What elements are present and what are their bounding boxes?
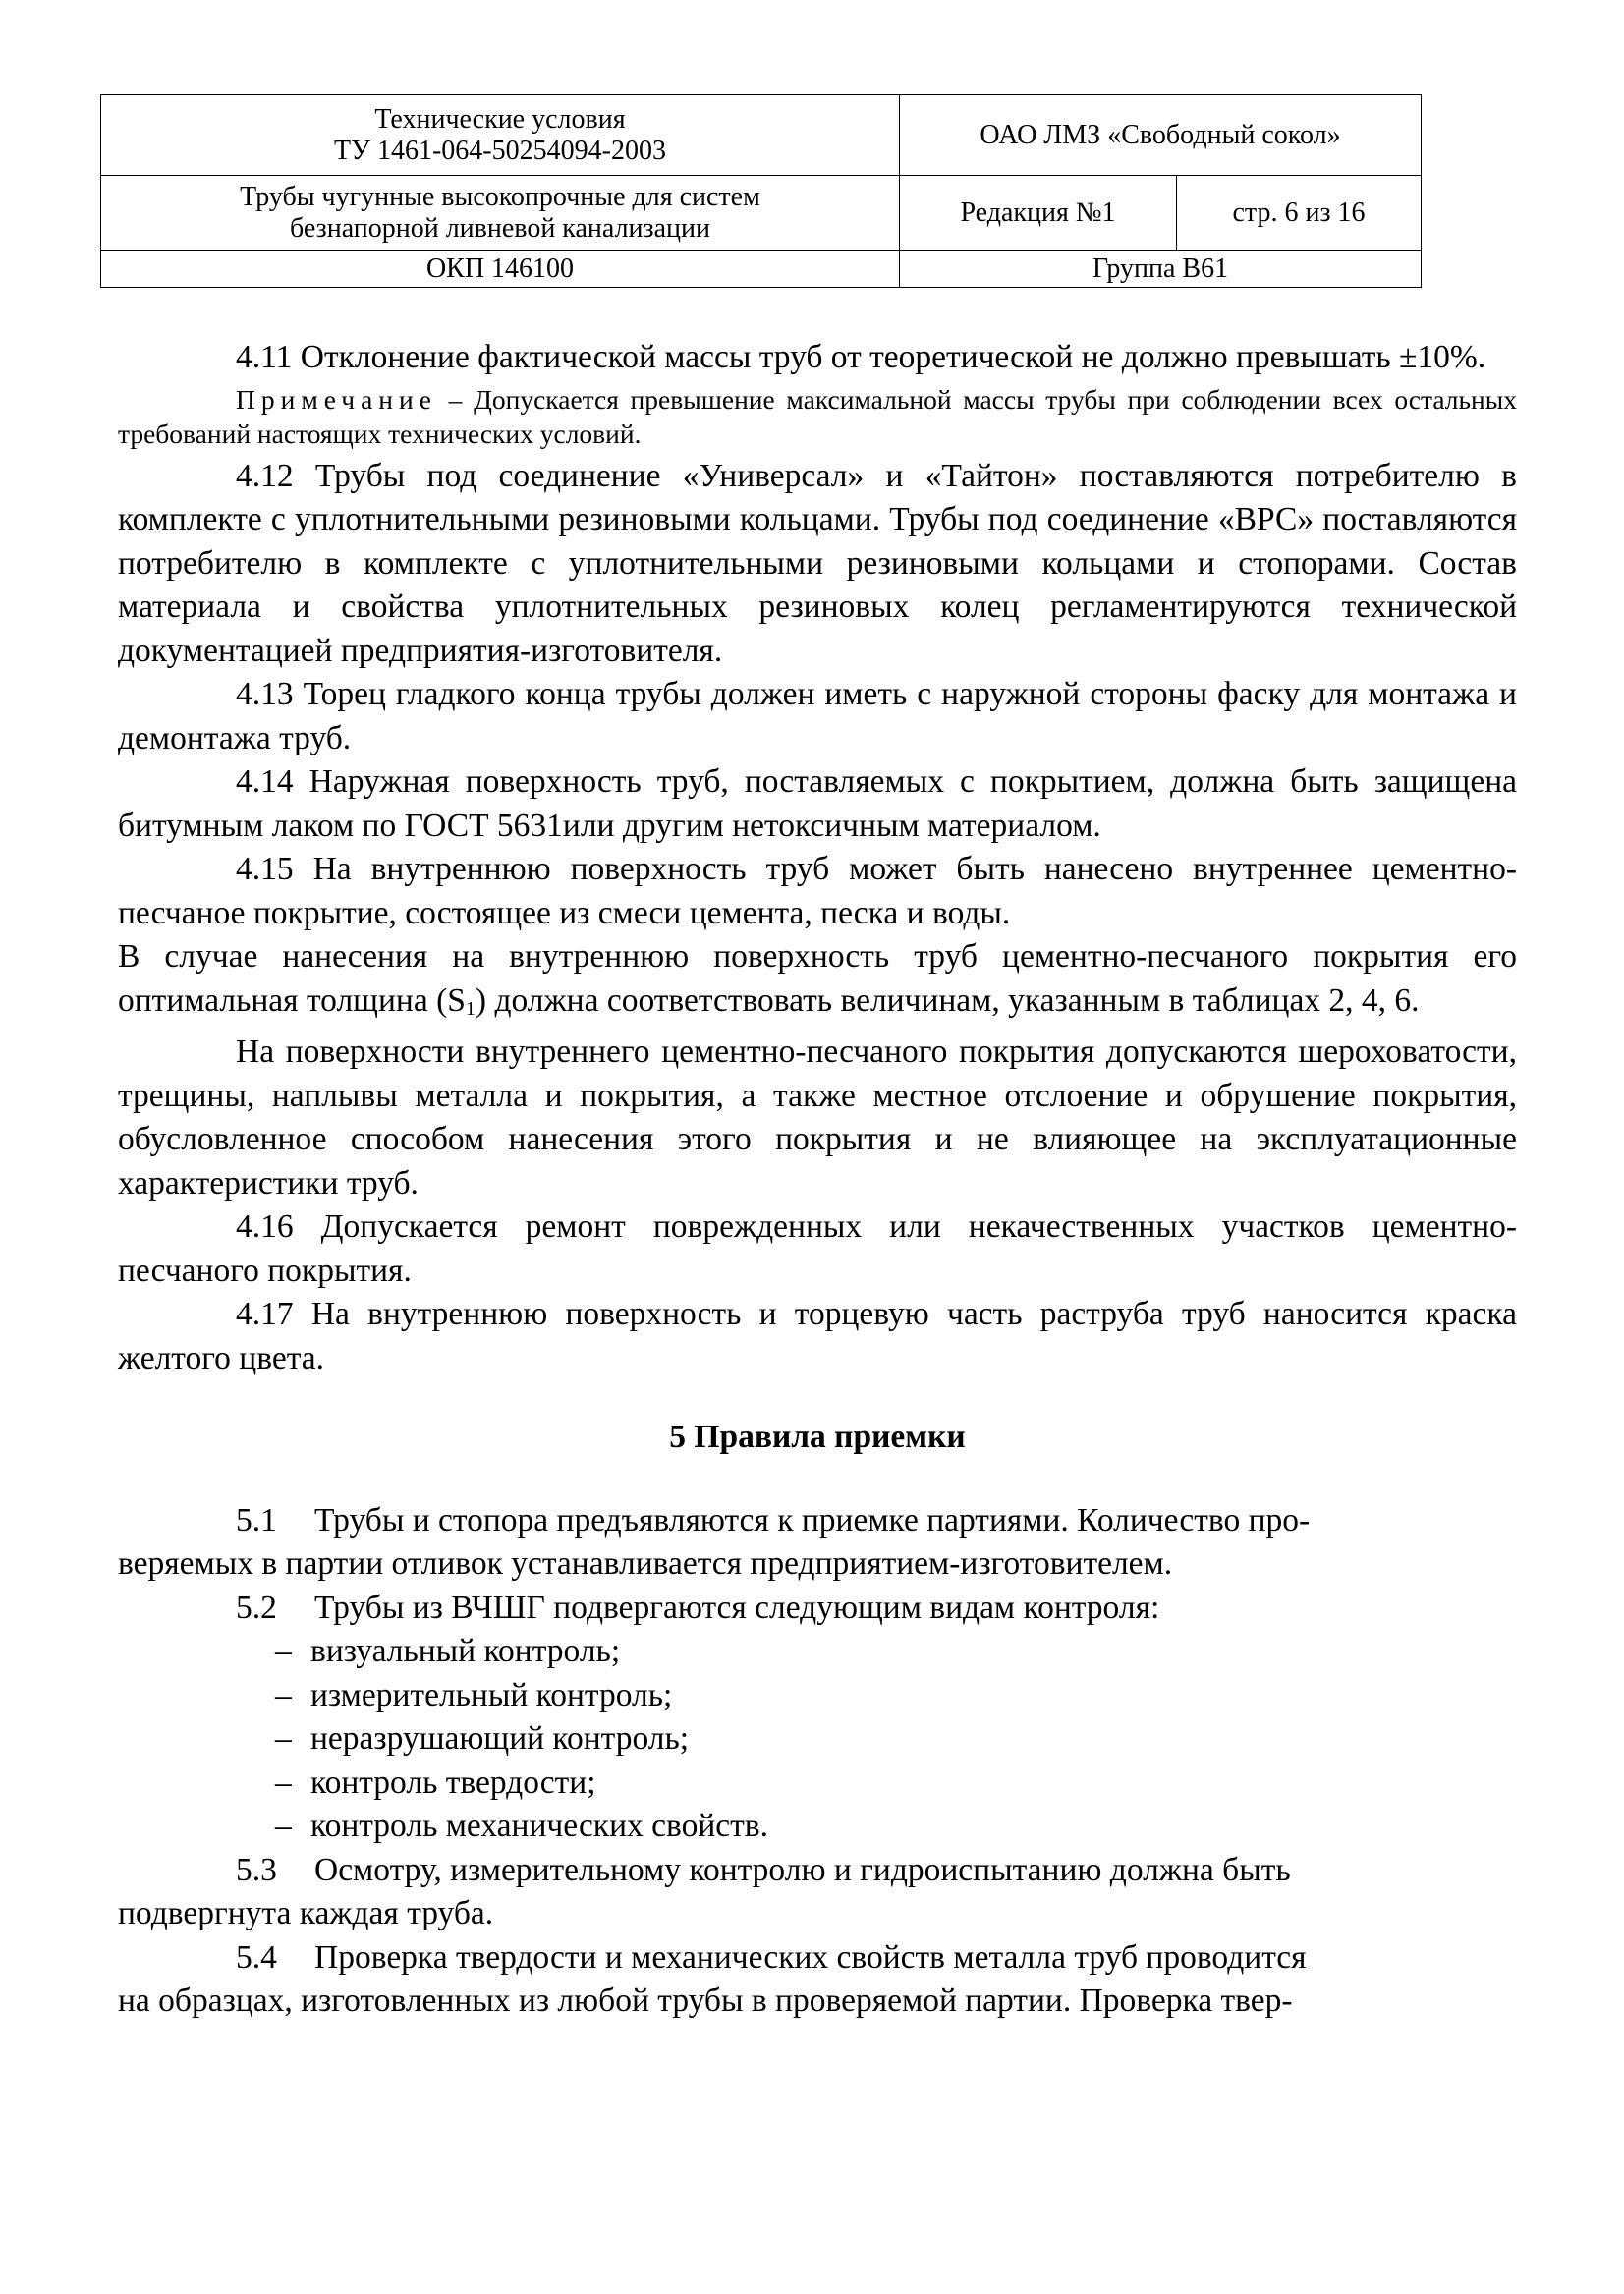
document-header-table (100, 94, 1422, 288)
paragraph-4-15-thickness (118, 935, 1517, 1031)
tu-title: Технические условия (374, 103, 626, 135)
tu-title-cell (101, 95, 900, 176)
item-5-2 (118, 1587, 1517, 1631)
dash-bullet: – (275, 1763, 292, 1801)
item-number: 5.4 (236, 1938, 277, 1976)
paragraph-4-14: 4.14 Наружная поверхность труб, поставляемых с покрытием, должна быть защищена битумным лаком по ГОСТ 5631или другим нетоксичным материалом. (118, 763, 1517, 844)
control-list-item (118, 1717, 1517, 1762)
paragraph-4-13: 4.13 Торец гладкого конца трубы должен иметь с наружной стороны фаску для монтажа и демонтажа труб. (118, 676, 1517, 756)
note-text: – Допускается превышение максимальной массы трубы при соблюдении всех остальных требований настоящих технических условий. (118, 383, 1517, 449)
okp-code: ОКП 146100 (101, 251, 900, 288)
item-5-1 (118, 1499, 1517, 1543)
product-title-line2: безнапорной ливневой канализации (290, 212, 710, 244)
revision-label: Редакция №1 (900, 176, 1177, 251)
control-item-text: контроль твердости; (310, 1763, 596, 1801)
item-5-3 (118, 1849, 1517, 1893)
group-code: Группа В61 (900, 251, 1422, 288)
item-text: Трубы из ВЧШГ подвергаются следующим видам контроля: (314, 1589, 1160, 1626)
item-5-4-continuation: на образцах, изготовленных из любой трубы в проверяемой партии. Проверка твер- (118, 1983, 1293, 2019)
dash-bullet: – (275, 1808, 292, 1844)
paragraph-4-16: 4.16 Допускается ремонт поврежденных или некачественных участков цементно-песчаного покрытия. (118, 1208, 1517, 1289)
product-title-line1: Трубы чугунные высокопрочные для систем (240, 181, 760, 212)
control-item-text: измерительный контроль; (310, 1676, 673, 1713)
dash-bullet: – (275, 1633, 292, 1669)
item-text: Проверка твердости и механических свойств металла труб проводится (314, 1938, 1307, 1976)
control-item-text: неразрушающий контроль; (310, 1720, 690, 1757)
company-name: ОАО ЛМЗ «Свободный сокол» (900, 95, 1422, 176)
item-number: 5.1 (236, 1501, 277, 1539)
item-text: Осмотру, измерительному контролю и гидроиспытанию должна быть (314, 1851, 1291, 1888)
item-5-1-continuation: веряемых в партии отливок устанавливается предприятием-изготовителем. (118, 1545, 1173, 1582)
item-text: Трубы и стопора предъявляются к приемке партиями. Количество про- (314, 1501, 1311, 1539)
control-list-item (118, 1630, 1517, 1674)
item-number: 5.3 (236, 1851, 277, 1888)
control-item-text: контроль механических свойств. (310, 1808, 768, 1844)
document-body (118, 336, 1517, 2024)
item-number: 5.2 (236, 1589, 277, 1626)
page-number: стр. 6 из 16 (1177, 176, 1422, 251)
thickness-subscript: 1 (465, 997, 476, 1020)
product-title-cell (101, 176, 900, 251)
paragraph-4-12: 4.12 Трубы под соединение «Универсал» и «Тайтон» поставляются потребителю в комплекте с уплотнительными резиновыми кольцами. Трубы под соединение «ВРС» поставляются потребителю в комплекте с уплотнительными резиновыми кольцами и стопорами. Состав материала и свойства уплотнительных резиновых колец регламентируются технической документацией предприятия-изготовителя. (118, 457, 1517, 669)
note-label: Примечание (236, 383, 437, 415)
section-5-heading: 5 Правила приемки (669, 1419, 966, 1455)
paragraph-4-17: 4.17 На внутреннюю поверхность и торцевую часть раструба труб наносится краска желтого цвета. (118, 1296, 1517, 1376)
dash-bullet: – (275, 1720, 292, 1757)
dash-bullet: – (275, 1676, 292, 1713)
item-5-4 (118, 1936, 1517, 1981)
thickness-text-before: В случае нанесения на внутреннюю поверхность труб цементно-песчаного покрытия его оптимальная толщина (S (118, 938, 1517, 1019)
paragraph-4-11: 4.11 Отклонение фактической массы труб от теоретической не должно превышать ±10%. (236, 339, 1486, 375)
control-list-item (118, 1805, 1517, 1849)
item-5-3-continuation: подвергнута каждая труба. (118, 1895, 494, 1931)
paragraph-4-15: 4.15 На внутреннюю поверхность труб может быть нанесено внутреннее цементно-песчаное покрытие, состоящее из смеси цемента, песка и воды. (118, 851, 1517, 931)
control-item-text: визуальный контроль; (310, 1633, 621, 1669)
note-4-11 (118, 382, 1517, 451)
thickness-text-after: ) должна соответствовать величинам, указанным в таблицах 2, 4, 6. (475, 981, 1420, 1019)
tu-number: ТУ 1461-064-50254094-2003 (334, 135, 666, 166)
control-list-item (118, 1762, 1517, 1806)
control-list-item (118, 1674, 1517, 1718)
paragraph-4-15-surface: На поверхности внутреннего цементно-песчаного покрытия допускаются шероховатости, трещины, наплывы металла и покрытия, а также местное отслоение и обрушение покрытия, обусловленное способом нанесения этого покрытия и не влияющее на эксплуатационные характеристики труб. (118, 1034, 1517, 1202)
